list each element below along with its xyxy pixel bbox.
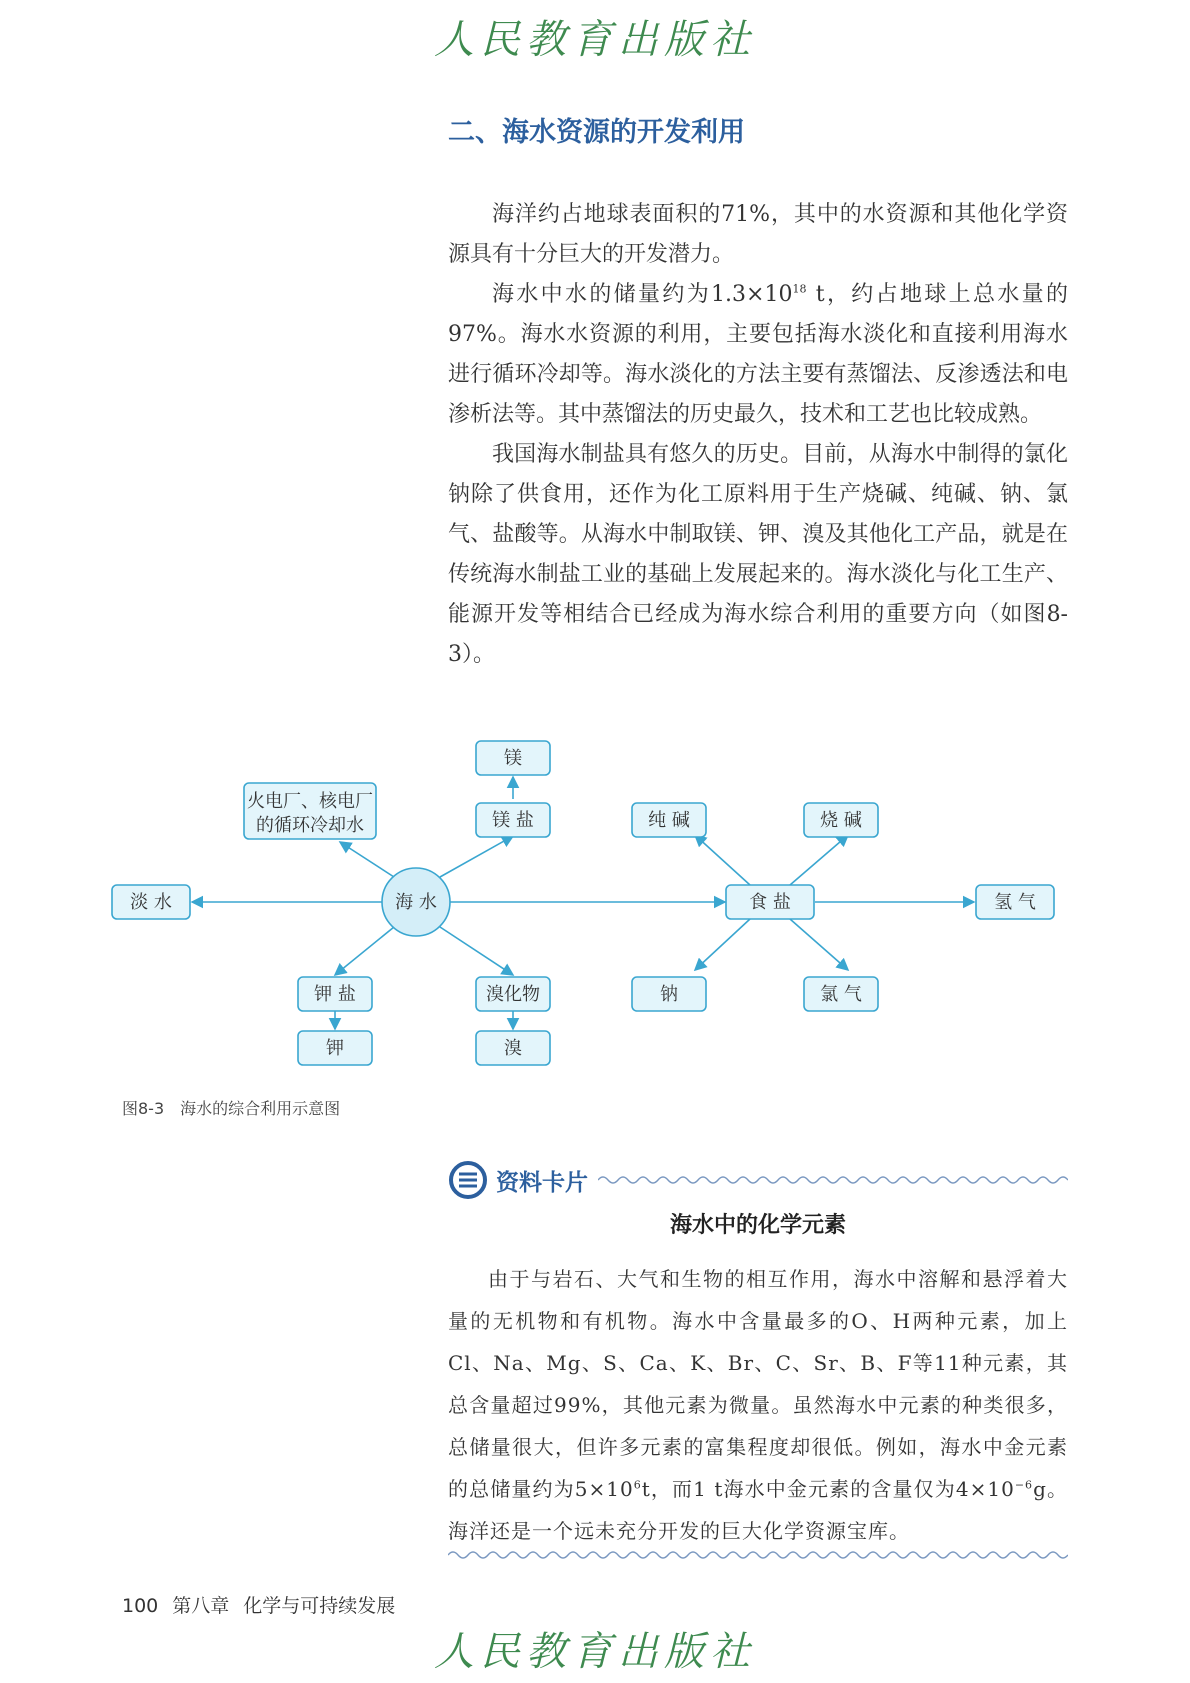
arrow-to-cooling [340, 842, 394, 877]
svg-text:海 水: 海 水 [395, 892, 437, 913]
node-fresh-water [112, 885, 190, 919]
page-footer [122, 1591, 409, 1618]
card-title: 海水中的化学元素 [669, 1213, 846, 1238]
node-soda-ash [632, 803, 706, 837]
node-na [632, 977, 706, 1011]
svg-text:镁 盐: 镁 盐 [492, 810, 534, 831]
seawater-utilization-diagram [110, 735, 1070, 1075]
arrow-to-soda-ash [695, 835, 750, 885]
figure-caption: 图8-3 海水的综合利用示意图 [122, 1099, 341, 1118]
arrow-to-na [695, 919, 750, 970]
svg-text:淡 水: 淡 水 [130, 892, 172, 913]
publisher-header: 人民教育出版社 [434, 17, 756, 63]
publisher-footer: 人民教育出版社 [434, 1629, 756, 1675]
section-title: 二、海水资源的开发利用 [448, 117, 745, 148]
card-text: 由于与岩石、大气和生物的相互作用，海水中溶解和悬浮着大量的无机物和有机物。海水中含量最多的O、H两种元素，加上Cl、Na、Mg、S、Ca、K、Br、C、Sr、B、F等11种元素，其总含量超过99%，其他元素为微量。虽然海水中元素的种类很多，总储量很大，但许多元素的富集程度却很低。例如，海水中金元素的总储量约为$5\times 10^6t$，而1 t海水中金元素的含量仅为$4\times 10^{-6}g$。海洋还是一个远未充分开发的巨大化学资源宝库。 [448, 1267, 1068, 1543]
svg-text:溴化物: 溴化物 [486, 984, 540, 1005]
page-number: 100 [122, 1595, 159, 1617]
svg-text:氯 气: 氯 气 [820, 984, 862, 1005]
svg-text:钾: 钾 [326, 1038, 344, 1059]
arrow-to-caustic-soda [790, 835, 848, 885]
svg-text:溴: 溴 [504, 1038, 522, 1059]
chapter-title: 化学与可持续发展 [243, 1595, 396, 1617]
arrow-to-bromide [440, 927, 513, 975]
chapter-label: 第八章 [172, 1595, 230, 1617]
arrow-to-chlorine [790, 919, 848, 970]
card-wave-bottom [448, 1548, 1068, 1562]
node-caustic-soda [804, 803, 878, 837]
node-k-salt [298, 977, 372, 1011]
node-chlorine [804, 977, 878, 1011]
svg-text:食 盐: 食 盐 [749, 892, 791, 913]
node-bromide [476, 977, 550, 1011]
svg-text:钾 盐: 钾 盐 [314, 984, 356, 1005]
document-icon [448, 1160, 488, 1200]
svg-text:钠: 钠 [660, 984, 678, 1005]
svg-text:的循环冷却水: 的循环冷却水 [256, 815, 364, 836]
arrow-to-k-salt [335, 927, 394, 975]
node-seawater [382, 868, 450, 936]
card-header [448, 1160, 1068, 1200]
node-br [476, 1031, 550, 1065]
svg-text:火电厂、核电厂: 火电厂、核电厂 [247, 791, 373, 812]
body-text [448, 195, 1068, 675]
card-label: 资料卡片 [496, 1170, 588, 1196]
node-mg [476, 741, 550, 775]
node-mg-salt [476, 803, 550, 837]
paragraph-1: 海洋约占地球表面积的71%，其中的水资源和其他化学资源具有十分巨大的开发潜力。 [448, 202, 1068, 267]
node-hydrogen [976, 885, 1054, 919]
svg-text:纯 碱: 纯 碱 [648, 810, 690, 831]
svg-text:氢 气: 氢 气 [994, 892, 1036, 913]
node-cooling-water [244, 783, 376, 839]
paragraph-3: 我国海水制盐具有悠久的历史。目前，从海水中制得的氯化钠除了供食用，还作为化工原料用于生产烧碱、纯碱、钠、氯气、盐酸等。从海水中制取镁、钾、溴及其他化工产品，就是在传统海水制盐工业的基础上发展起来的。海水淡化与化工生产、能源开发等相结合已经成为海水综合利用的重要方向（如图8-3）。 [448, 442, 1068, 667]
paragraph-2: 海水中水的储量约为$1.3\times 10^{18}$ t，约占地球上总水量的97%。海水水资源的利用，主要包括海水淡化和直接利用海水进行循环冷却等。海水淡化的方法主要有蒸馏法、反渗透法和电渗析法等。其中蒸馏法的历史最久，技术和工艺也比较成熟。 [448, 282, 1068, 427]
card-wave-top [598, 1170, 1068, 1190]
node-k [298, 1031, 372, 1065]
svg-text:镁: 镁 [504, 748, 522, 769]
svg-text:烧 碱: 烧 碱 [820, 810, 862, 831]
node-salt [726, 885, 814, 919]
arrow-to-mg-salt [440, 836, 513, 877]
